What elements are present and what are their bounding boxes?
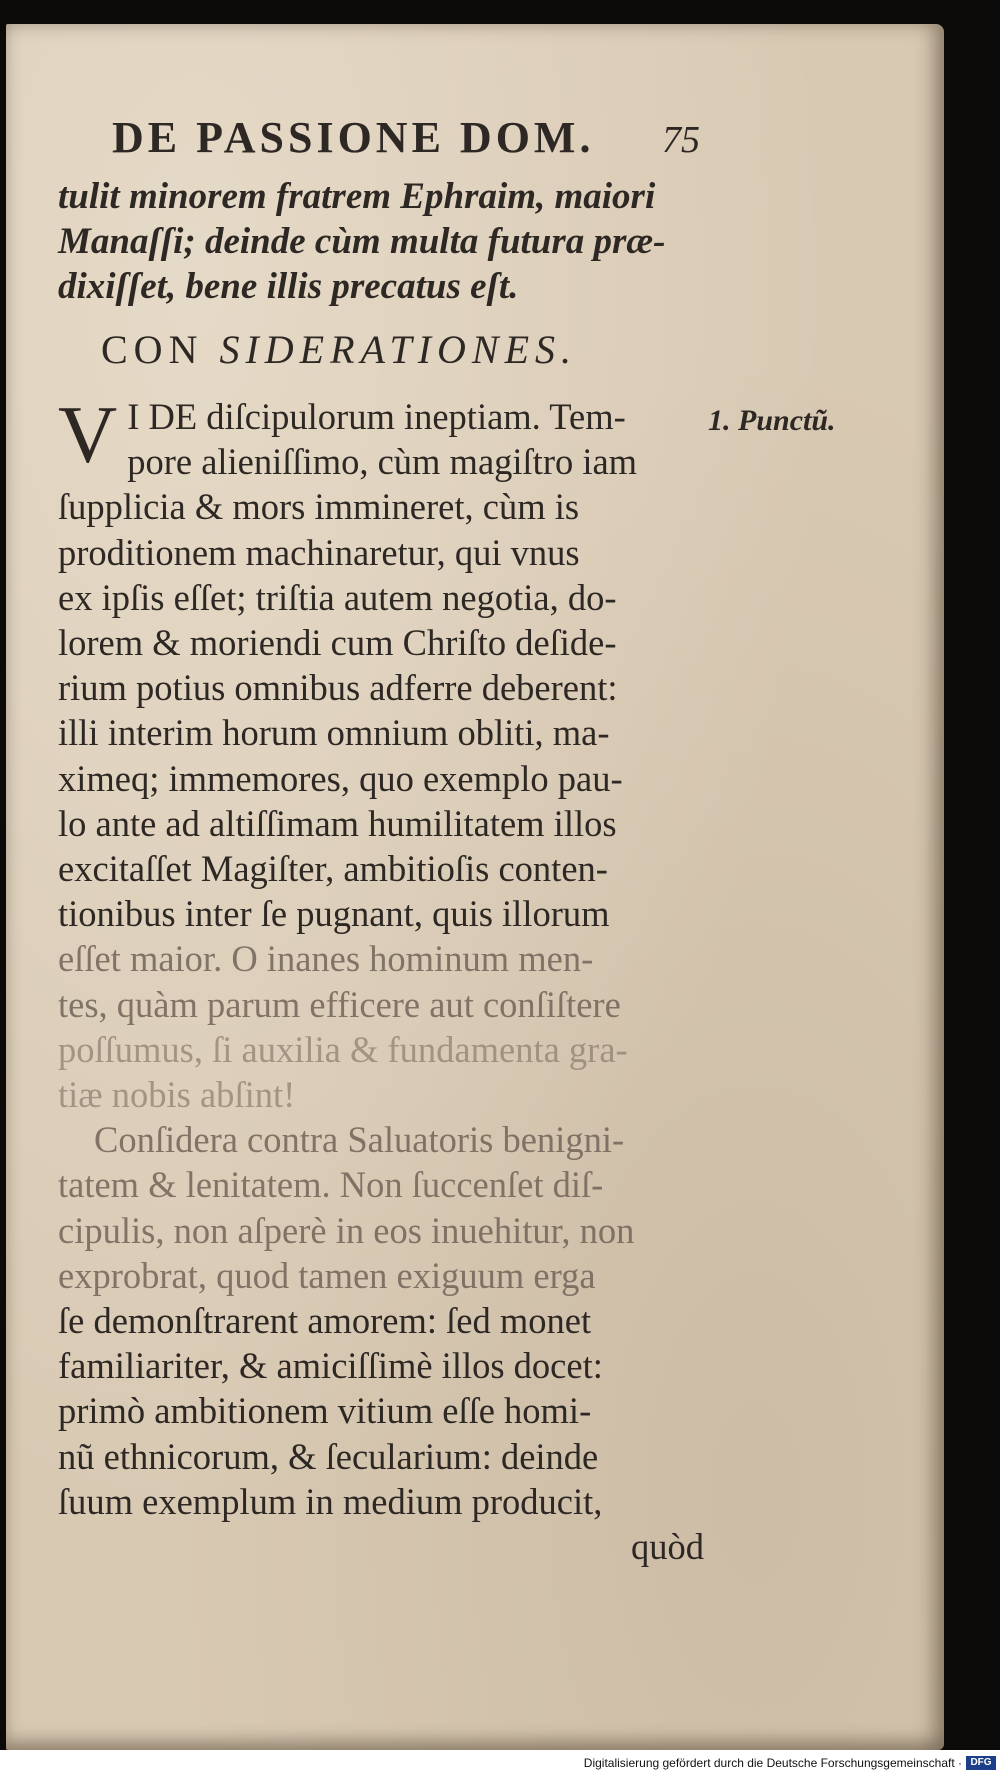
funding-notice: Digitalisierung gefördert durch die Deutsche Forschungsgemeinschaft ·: [583, 1756, 962, 1770]
body-text: [58, 389, 708, 1569]
running-title: DE PASSIONE DOM.: [112, 113, 595, 162]
body-line: ex ipſis eſſet; triſtia autem negotia, do-: [58, 576, 617, 618]
page-number: 75: [662, 119, 700, 161]
body-line: tatem & lenitatem. Non ſuccenſet diſ-: [58, 1164, 604, 1206]
intro-line: Manaſſi; deinde cùm multa futura præ-: [58, 221, 666, 262]
intro-line: tulit minorem fratrem Ephraim, maiori: [58, 176, 656, 217]
body-line: cipulis, non aſperè in eos inuehitur, non: [58, 1209, 635, 1251]
section-heading-part: CON: [101, 327, 204, 372]
dfg-logo-icon: DFG: [966, 1756, 996, 1770]
body-line: Conſidera contra Saluatoris benigni-: [94, 1119, 625, 1161]
body-line: ſupplicia & mors immineret, cùm is: [58, 486, 580, 528]
body-line: exprobrat, quod tamen exiguum erga: [58, 1254, 596, 1296]
body-line: excitaſſet Magiſter, ambitioſis conten-: [58, 848, 608, 890]
body-line: I DE diſcipulorum ineptiam. Tem-: [127, 396, 626, 437]
body-line: lorem & moriendi cum Chriſto deſide-: [58, 622, 617, 664]
intro-paragraph: [58, 174, 703, 309]
body-line: tionibus inter ſe pugnant, quis illorum: [58, 893, 610, 935]
body-line: lo ante ad altiſſimam humilitatem illos: [58, 802, 617, 844]
initial-letter: V: [58, 389, 118, 480]
section-heading-part: SIDERATIONES.: [219, 327, 578, 372]
running-head: [112, 112, 700, 163]
body-line: nũ ethnicorum, & ſecularium: deinde: [58, 1435, 599, 1477]
catchword: quòd: [631, 1526, 704, 1568]
section-heading: [101, 326, 577, 373]
body-line: ximeq; immemores, quo exemplo pau-: [58, 757, 623, 799]
book-page: [6, 24, 944, 1750]
body-line: rium potius omnibus adferre deberent:: [58, 667, 618, 709]
intro-line: dixiſſet, bene illis precatus eſt.: [58, 266, 519, 307]
body-line: primò ambitionem vitium eſſe homi-: [58, 1390, 592, 1432]
body-line: pore alieniſſimo, cùm magiſtro iam: [127, 441, 638, 483]
body-line: familiariter, & amiciſſimè illos docet:: [58, 1345, 603, 1387]
body-line: ſe demonſtrarent amorem: ſed monet: [58, 1300, 592, 1342]
body-line: ſuum exemplum in medium producit,: [58, 1480, 603, 1522]
body-line: illi interim horum omnium obliti, ma-: [58, 712, 610, 754]
margin-note: 1. Punctũ.: [708, 404, 836, 437]
body-line: poſſumus, ſi auxilia & fundamenta gra-: [58, 1028, 628, 1070]
body-line: eſſet maior. O inanes hominum men-: [58, 938, 594, 980]
body-line: proditionem machinaretur, qui vnus: [58, 531, 580, 573]
footer-bar: [0, 1750, 1000, 1774]
body-line: tes, quàm parum efficere aut conſiſtere: [58, 983, 621, 1025]
body-line: tiæ nobis abſint!: [58, 1074, 296, 1116]
